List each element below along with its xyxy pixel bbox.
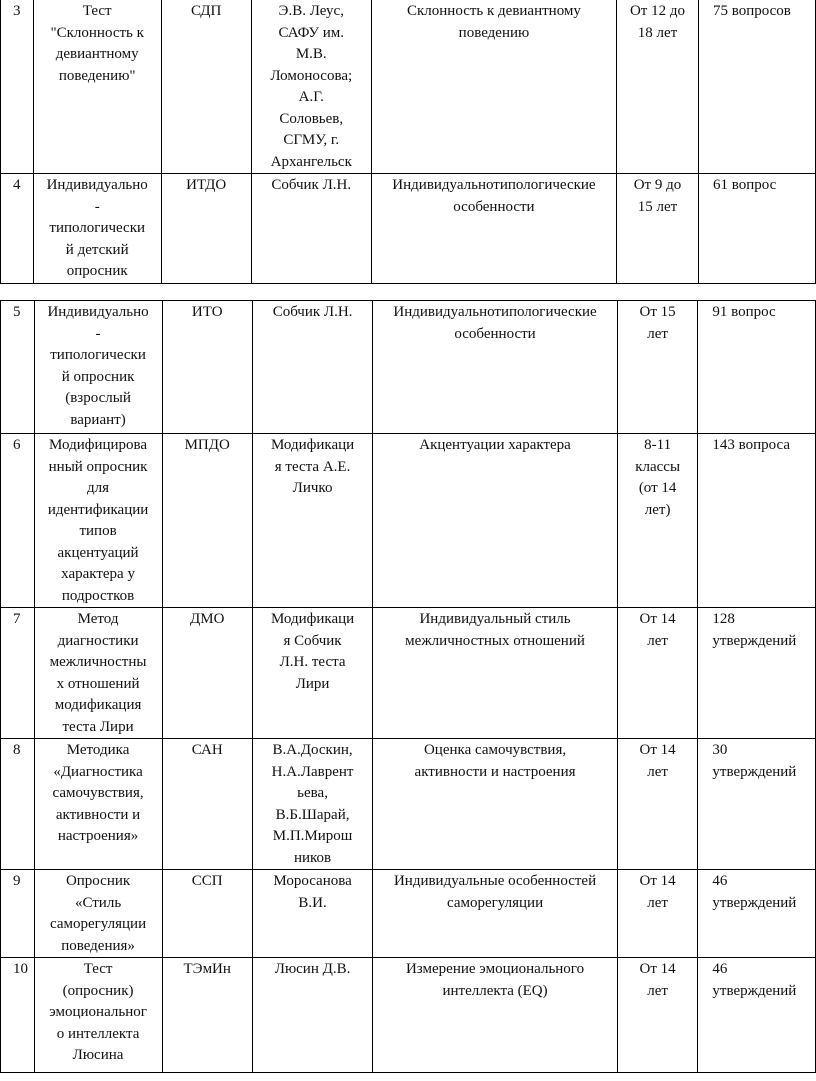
methods-table-bottom [0, 300, 816, 1073]
cell-author-line: М.В. [295, 46, 327, 62]
cell-author-line: Личко [292, 480, 333, 496]
cell-author-line: Собчик Л.Н. [271, 177, 352, 193]
cell-method-name-line: (взрослый [65, 390, 131, 406]
cell-method-name-line: типологически [50, 347, 146, 363]
cell-target-line: особенности [454, 325, 536, 342]
cell-item-count [699, 174, 816, 284]
cell-target-line: Индивидуальные особенностей [393, 873, 597, 889]
cell-method-name-line: - [95, 325, 101, 342]
cell-age [616, 0, 698, 174]
cell-item-count-line: 143 вопроса [712, 437, 791, 453]
cell-author-line: ьева, [297, 785, 328, 801]
cell-abbreviation [161, 174, 251, 284]
cell-item-count-line: утверждений [712, 763, 797, 780]
cell-author-line: Архангельск [270, 153, 352, 170]
cell-age [617, 434, 698, 608]
cell-method-name-line: Метод [77, 611, 119, 627]
cell-author [251, 0, 371, 174]
cell-author [251, 174, 371, 284]
cell-method-name-line: подростков [61, 587, 135, 604]
cell-method-name-line: «Диагностика [53, 763, 143, 780]
cell-method-name-line: Индивидуально [46, 177, 148, 193]
table-row [1, 739, 816, 870]
cell-age-line: От 15 [639, 304, 676, 320]
cell-method-name-line: акцентуаций [57, 544, 139, 561]
cell-number-text: 3 [13, 3, 21, 19]
cell-target-line: особенности [453, 198, 535, 215]
cell-method-name-line: Методика [66, 742, 130, 758]
cell-age-line: От 14 [639, 742, 676, 758]
cell-age-line: классы [635, 458, 681, 475]
cell-method-name-line: типов [79, 523, 117, 539]
cell-author-line: Соловьев, [279, 110, 344, 127]
cell-target [373, 434, 618, 608]
cell-abbreviation-text: САН [191, 742, 223, 758]
cell-method-name-line: эмоциональног [49, 1004, 147, 1020]
cell-method-name [34, 434, 162, 608]
cell-target [371, 0, 616, 174]
cell-item-count-line: утверждений [712, 632, 797, 649]
cell-author-line: Модификаци [270, 437, 355, 453]
cell-item-count-line: 46 [712, 873, 728, 889]
cell-target-line: Оценка самочувствия, [423, 742, 567, 758]
cell-item-count-line: утверждений [712, 982, 797, 999]
cell-author-line: Модификаци [270, 611, 355, 627]
cell-target [373, 958, 618, 1073]
cell-method-name [33, 174, 161, 284]
cell-method-name-line: - [94, 198, 100, 215]
cell-item-count [698, 870, 816, 958]
cell-age [616, 174, 698, 284]
cell-target [371, 174, 616, 284]
cell-item-count-line: 75 вопросов [713, 3, 791, 19]
table-row [1, 434, 816, 608]
cell-method-name-line: "Склонность к [50, 24, 144, 41]
cell-author [252, 870, 372, 958]
cell-method-name-line: опросник [66, 263, 128, 279]
cell-age-line: 15 лет [637, 198, 678, 215]
cell-abbreviation [162, 608, 252, 739]
cell-abbreviation-text: ИТДО [186, 177, 227, 193]
cell-age-line: лет) [644, 501, 671, 518]
cell-method-name-line: поведению" [58, 67, 136, 84]
cell-number [1, 739, 35, 870]
table-row [1, 301, 816, 434]
cell-abbreviation [162, 958, 252, 1073]
cell-method-name-line: модификация [54, 697, 142, 713]
cell-item-count-line: 30 [712, 742, 728, 758]
cell-author-line: я Собчик [283, 632, 342, 649]
cell-age-line: От 9 до [633, 177, 682, 193]
cell-age-line: От 14 [639, 961, 676, 977]
cell-author [252, 739, 372, 870]
cell-number-text: 7 [13, 611, 21, 627]
cell-method-name-line: для [87, 480, 110, 496]
cell-method-name-line: й опросник [61, 368, 135, 385]
cell-age-line: лет [647, 894, 668, 911]
cell-method-name [34, 739, 162, 870]
cell-age [617, 958, 698, 1073]
cell-author-line: А.Г. [298, 89, 324, 105]
cell-abbreviation [161, 0, 251, 174]
cell-age-line: От 12 до [629, 3, 685, 19]
cell-abbreviation [162, 739, 252, 870]
cell-method-name-line: Модифицирова [49, 437, 148, 453]
cell-author-line: Моросанова [273, 873, 352, 889]
cell-number-text: 6 [13, 437, 21, 453]
cell-abbreviation-text: ИТО [191, 304, 223, 320]
cell-method-name-line: поведения» [61, 937, 135, 954]
methods-table-top [0, 0, 816, 284]
cell-method-name [34, 301, 162, 434]
cell-age [617, 301, 698, 434]
cell-method-name-line: самочувствия, [52, 785, 144, 801]
cell-item-count [698, 739, 816, 870]
table-row [1, 870, 816, 958]
cell-method-name-line: идентификации [47, 501, 149, 518]
cell-number [1, 608, 35, 739]
table-row [1, 608, 816, 739]
cell-number [1, 174, 34, 284]
cell-author-line: М.П.Мирош [272, 828, 353, 844]
cell-method-name-line: характера у [61, 566, 135, 582]
cell-method-name-line: теста Лири [62, 718, 134, 735]
cell-number-text: 10 [13, 961, 28, 977]
cell-author-line: В.И. [298, 894, 327, 911]
cell-author-line: СГМУ, г. [283, 132, 340, 148]
cell-method-name-line: (опросник) [62, 982, 134, 999]
cell-target [373, 739, 618, 870]
cell-target-line: поведению [458, 24, 530, 41]
cell-target-line: Акцентуации характера [419, 437, 571, 453]
cell-target [373, 608, 618, 739]
cell-author [252, 301, 372, 434]
cell-method-name-line: девиантному [55, 46, 139, 62]
cell-method-name-line: нный опросник [48, 458, 148, 475]
cell-item-count-line: 128 [712, 611, 735, 627]
cell-target-line: Индивидуальный стиль [419, 611, 571, 627]
cell-method-name [34, 608, 162, 739]
cell-item-count-line: 46 [712, 961, 728, 977]
cell-author-line: В.А.Доскин, [272, 742, 353, 758]
cell-method-name-line: саморегуляции [50, 916, 147, 932]
cell-method-name-line: типологически [49, 220, 146, 236]
cell-age [617, 739, 698, 870]
cell-method-name [34, 958, 162, 1073]
cell-target-line: активности и настроения [414, 763, 576, 780]
cell-number [1, 0, 34, 174]
cell-method-name-line: Индивидуально [47, 304, 149, 320]
cell-item-count [698, 958, 816, 1073]
cell-target [373, 870, 618, 958]
cell-abbreviation-text: МПДО [184, 437, 230, 453]
table-row [1, 0, 816, 174]
cell-author-line: САФУ им. [278, 24, 345, 41]
cell-author-line: Собчик Л.Н. [272, 304, 353, 320]
cell-target-line: Склонность к девиантному [406, 3, 581, 19]
cell-age-line: лет [647, 632, 668, 649]
cell-item-count-line: 91 вопрос [712, 304, 776, 320]
table-row [1, 958, 816, 1073]
cell-author-line: Э.В. Леус, [278, 3, 344, 19]
cell-item-count [698, 608, 816, 739]
cell-author-line: ников [293, 849, 332, 866]
table-row [1, 174, 816, 284]
cell-abbreviation-text: ССП [191, 873, 223, 889]
cell-age-line: лет [647, 325, 668, 342]
cell-target-line: саморегуляции [446, 894, 544, 911]
cell-method-name-line: «Стиль [74, 894, 122, 911]
cell-item-count [698, 434, 816, 608]
cell-method-name [33, 0, 161, 174]
cell-target-line: Измерение эмоционального [405, 961, 585, 977]
cell-author [252, 434, 372, 608]
cell-age-line: От 14 [639, 873, 676, 889]
cell-method-name-line: х отношений [56, 675, 140, 692]
cell-number-text: 9 [13, 873, 21, 889]
cell-number-text: 8 [13, 742, 21, 758]
cell-method-name-line: о интеллекта [56, 1025, 140, 1042]
cell-target [373, 301, 618, 434]
cell-item-count [699, 0, 816, 174]
cell-method-name-line: Люсина [72, 1047, 124, 1063]
cell-author-line: Лири [295, 675, 330, 692]
cell-target-line: интеллекта (EQ) [442, 982, 548, 999]
cell-method-name-line: Тест [82, 3, 112, 19]
cell-age-line: лет [647, 763, 668, 780]
cell-abbreviation-text: СДП [191, 3, 222, 19]
cell-age [617, 870, 698, 958]
cell-number-text: 5 [13, 304, 21, 320]
cell-age [617, 608, 698, 739]
cell-method-name-line: активности и [55, 806, 141, 823]
cell-author-line: Н.А.Лаврент [271, 763, 354, 780]
cell-author [252, 958, 372, 1073]
cell-method-name-line: й детский [65, 241, 129, 258]
cell-target-line: Индивидуальнотипологические [392, 177, 596, 193]
cell-author-line: Люсин Д.В. [274, 961, 351, 977]
cell-age-line: (от 14 [638, 480, 677, 496]
cell-number-text: 4 [13, 177, 21, 193]
cell-method-name-line: Опросник [65, 873, 131, 889]
cell-method-name-line: диагностики [57, 632, 139, 649]
cell-target-line: Индивидуальнотипологические [393, 304, 597, 320]
cell-age-line: 18 лет [637, 24, 678, 41]
cell-item-count [698, 301, 816, 434]
cell-number [1, 870, 35, 958]
cell-abbreviation-text: ДМО [190, 611, 225, 627]
cell-abbreviation-text: ТЭмИн [183, 961, 231, 977]
cell-item-count-line: 61 вопрос [713, 177, 777, 193]
cell-target-line: межличностных отношений [405, 632, 585, 649]
cell-abbreviation [162, 434, 252, 608]
cell-age-line: лет [647, 982, 668, 999]
cell-number [1, 301, 35, 434]
cell-abbreviation [162, 870, 252, 958]
cell-author-line: я теста А.Е. [274, 458, 351, 475]
cell-age-line: 8-11 [644, 437, 672, 453]
cell-author-line: В.Б.Шарай, [275, 806, 350, 823]
cell-method-name-line: вариант) [70, 411, 126, 428]
cell-number [1, 434, 35, 608]
cell-item-count-line: утверждений [712, 894, 797, 911]
cell-method-name-line: Тест [83, 961, 113, 977]
cell-author [252, 608, 372, 739]
cell-method-name-line: межличностны [49, 654, 147, 670]
cell-method-name [34, 870, 162, 958]
cell-author-line: Ломоносова; [270, 67, 353, 84]
cell-author-line: Л.Н. теста [279, 654, 346, 670]
cell-abbreviation [162, 301, 252, 434]
cell-number [1, 958, 35, 1073]
cell-age-line: От 14 [639, 611, 676, 627]
cell-method-name-line: настроения» [57, 828, 139, 844]
